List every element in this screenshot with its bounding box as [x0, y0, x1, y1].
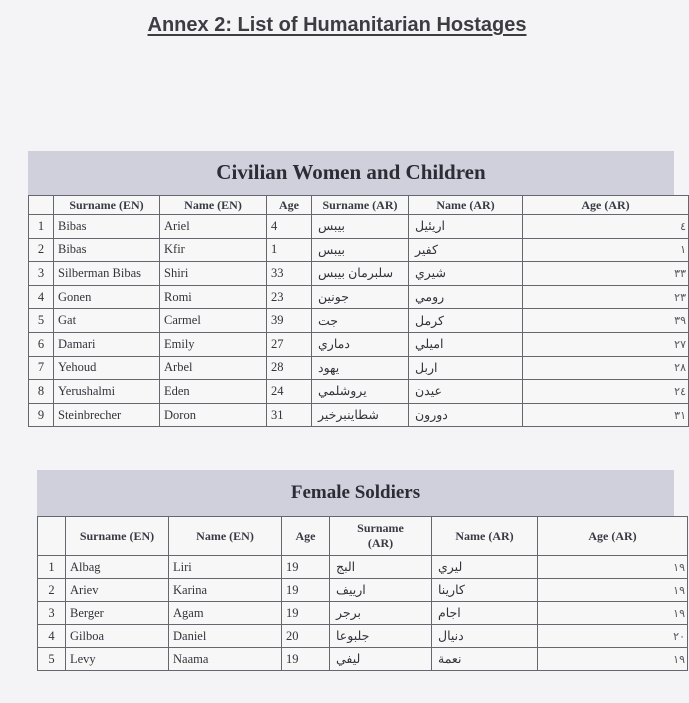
name-en-cell: Karina [169, 579, 282, 602]
row-number: 9 [29, 403, 54, 427]
surname-en-cell: Silberman Bibas [54, 262, 160, 286]
surname-ar-cell: يروشلمي [312, 380, 409, 404]
name-en-cell: Naama [169, 648, 282, 671]
table-row [38, 579, 688, 602]
surname-en-cell: Berger [66, 602, 169, 625]
age-ar-cell: ٢٠ [538, 625, 688, 648]
row-number: 1 [38, 556, 66, 579]
column-header: Surname (EN) [66, 517, 169, 556]
table-row [29, 262, 689, 286]
name-en-cell: Ariel [160, 215, 267, 239]
table-row [29, 380, 689, 404]
name-ar-cell: اجام [432, 602, 538, 625]
surname-ar-cell: جلبوعا [330, 625, 432, 648]
age-ar-cell: ١٩ [538, 579, 688, 602]
soldier-table [37, 516, 688, 671]
name-ar-cell: كفير [409, 238, 523, 262]
row-number: 1 [29, 215, 54, 239]
name-ar-cell: شيري [409, 262, 523, 286]
row-number: 3 [29, 262, 54, 286]
column-header: Name (EN) [160, 196, 267, 215]
row-number: 5 [29, 309, 54, 333]
surname-ar-cell: سلبرمان بيبس [312, 262, 409, 286]
name-ar-cell: رومي [409, 285, 523, 309]
surname-en-cell: Yehoud [54, 356, 160, 380]
age-ar-cell: ٣١ [523, 403, 689, 427]
surname-ar-cell: دماري [312, 332, 409, 356]
civilian-table-header [29, 196, 689, 215]
surname-ar-cell: بيبس [312, 215, 409, 239]
age-ar-cell: ٢٨ [523, 356, 689, 380]
table-row [29, 332, 689, 356]
column-header: Age (AR) [523, 196, 689, 215]
age-ar-cell: ٣٣ [523, 262, 689, 286]
age-ar-cell: ٣٩ [523, 309, 689, 333]
table-row [29, 403, 689, 427]
column-header: Age [282, 517, 330, 556]
age-ar-cell: ٢٧ [523, 332, 689, 356]
surname-ar-cell: يهود [312, 356, 409, 380]
column-header [38, 517, 66, 556]
civilian-table-body [29, 215, 689, 427]
table-row [29, 356, 689, 380]
column-header: Name (AR) [409, 196, 523, 215]
age-ar-cell: ١ [523, 238, 689, 262]
name-ar-cell: اميلي [409, 332, 523, 356]
age-cell: 19 [282, 579, 330, 602]
surname-en-cell: Gilboa [66, 625, 169, 648]
age-cell: 19 [282, 648, 330, 671]
age-ar-cell: ١٩ [538, 602, 688, 625]
surname-ar-cell: جونين [312, 285, 409, 309]
column-header: Surname (AR) [312, 196, 409, 215]
surname-ar-cell: شطاينبرخير [312, 403, 409, 427]
age-cell: 39 [267, 309, 312, 333]
soldier-table-panel [37, 470, 685, 678]
soldier-table-header [38, 517, 688, 556]
age-ar-cell: ٢٤ [523, 380, 689, 404]
surname-ar-cell: برجر [330, 602, 432, 625]
age-ar-cell: ٢٣ [523, 285, 689, 309]
column-header: Age (AR) [538, 517, 688, 556]
name-en-cell: Shiri [160, 262, 267, 286]
table-row [29, 309, 689, 333]
age-cell: 19 [282, 556, 330, 579]
name-en-cell: Kfir [160, 238, 267, 262]
age-cell: 33 [267, 262, 312, 286]
row-number: 8 [29, 380, 54, 404]
table-row [38, 648, 688, 671]
page-title [0, 14, 674, 37]
name-ar-cell: دنيال [432, 625, 538, 648]
name-en-cell: Agam [169, 602, 282, 625]
age-ar-cell: ١٩ [538, 556, 688, 579]
name-en-cell: Emily [160, 332, 267, 356]
name-en-cell: Carmel [160, 309, 267, 333]
age-cell: 19 [282, 602, 330, 625]
name-ar-cell: اريئيل [409, 215, 523, 239]
surname-en-cell: Gat [54, 309, 160, 333]
row-number: 2 [29, 238, 54, 262]
name-ar-cell: كرمل [409, 309, 523, 333]
name-ar-cell: نعمة [432, 648, 538, 671]
name-en-cell: Doron [160, 403, 267, 427]
column-header [29, 196, 54, 215]
soldier-table-body [38, 556, 688, 671]
row-number: 5 [38, 648, 66, 671]
name-en-cell: Eden [160, 380, 267, 404]
surname-ar-cell: ارييف [330, 579, 432, 602]
table-row [38, 556, 688, 579]
age-cell: 24 [267, 380, 312, 404]
surname-ar-cell: بيبس [312, 238, 409, 262]
name-ar-cell: ليري [432, 556, 538, 579]
row-number: 4 [38, 625, 66, 648]
surname-en-cell: Albag [66, 556, 169, 579]
civilian-table-heading: Civilian Women and Children [28, 151, 674, 196]
surname-ar-cell: البج [330, 556, 432, 579]
age-cell: 1 [267, 238, 312, 262]
table-row [38, 625, 688, 648]
age-ar-cell: ١٩ [538, 648, 688, 671]
surname-en-cell: Bibas [54, 238, 160, 262]
age-cell: 27 [267, 332, 312, 356]
row-number: 4 [29, 285, 54, 309]
page-title-text: Annex 2: List of Humanitarian Hostages [147, 14, 527, 36]
civilian-table [28, 195, 689, 427]
table-row [38, 602, 688, 625]
column-header: Age [267, 196, 312, 215]
soldier-table-heading: Female Soldiers [37, 470, 674, 517]
age-cell: 4 [267, 215, 312, 239]
surname-en-cell: Damari [54, 332, 160, 356]
column-header: Name (EN) [169, 517, 282, 556]
surname-en-cell: Ariev [66, 579, 169, 602]
row-number: 7 [29, 356, 54, 380]
table-row [29, 285, 689, 309]
name-ar-cell: عيدن [409, 380, 523, 404]
surname-ar-cell: ليفي [330, 648, 432, 671]
surname-en-cell: Levy [66, 648, 169, 671]
name-ar-cell: دورون [409, 403, 523, 427]
civilian-table-panel [28, 151, 686, 437]
row-number: 6 [29, 332, 54, 356]
name-en-cell: Arbel [160, 356, 267, 380]
row-number: 3 [38, 602, 66, 625]
age-cell: 31 [267, 403, 312, 427]
column-header: Name (AR) [432, 517, 538, 556]
name-en-cell: Romi [160, 285, 267, 309]
column-header: Surname (EN) [54, 196, 160, 215]
age-cell: 23 [267, 285, 312, 309]
surname-en-cell: Gonen [54, 285, 160, 309]
column-header: Surname (AR) [330, 517, 432, 556]
name-ar-cell: كارينا [432, 579, 538, 602]
surname-en-cell: Yerushalmi [54, 380, 160, 404]
age-cell: 28 [267, 356, 312, 380]
surname-ar-cell: جت [312, 309, 409, 333]
table-row [29, 238, 689, 262]
name-en-cell: Daniel [169, 625, 282, 648]
surname-en-cell: Steinbrecher [54, 403, 160, 427]
row-number: 2 [38, 579, 66, 602]
name-en-cell: Liri [169, 556, 282, 579]
age-ar-cell: ٤ [523, 215, 689, 239]
surname-en-cell: Bibas [54, 215, 160, 239]
name-ar-cell: اربل [409, 356, 523, 380]
table-row [29, 215, 689, 239]
age-cell: 20 [282, 625, 330, 648]
